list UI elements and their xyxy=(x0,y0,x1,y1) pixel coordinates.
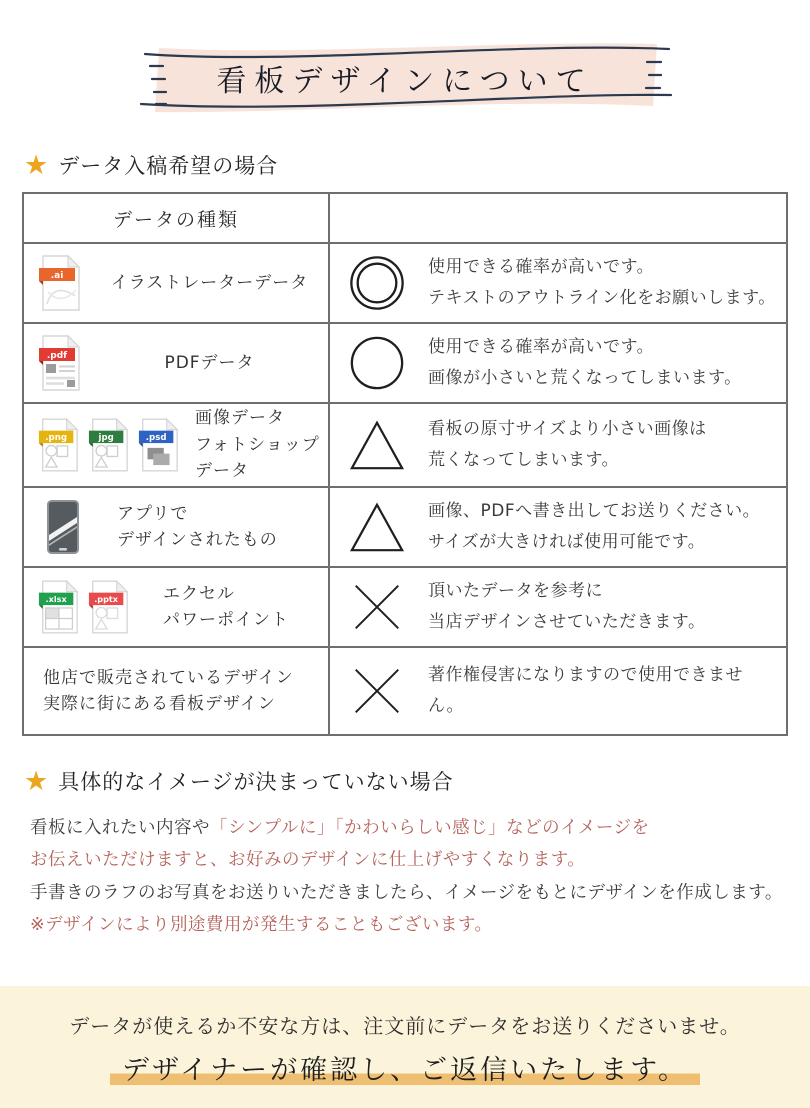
description-line: 看板の原寸サイズより小さい画像は xyxy=(428,419,707,440)
section-heading-no-image xyxy=(24,766,810,796)
double-circle-icon xyxy=(348,254,406,312)
svg-text:.xlsx: .xlsx xyxy=(45,594,67,605)
notes-line-3: 手書きのラフのお写真をお送りいただきましたら、イメージをもとにデザインを作成します。 xyxy=(30,882,783,903)
table-header-row xyxy=(23,193,787,243)
png-file-icon xyxy=(37,417,81,473)
footer-message: データが使えるか不安な方は、注文前にデータをお送りくださいませ。 xyxy=(69,1014,741,1038)
ai-file-icon xyxy=(37,254,83,312)
data-format-table xyxy=(22,192,788,736)
description-line: 画像、PDFへ書き出してお送りください。 xyxy=(428,501,761,522)
header-ribbon-banner xyxy=(135,34,675,120)
table-row xyxy=(23,243,787,323)
table-row xyxy=(23,323,787,403)
description-line: サイズが大きければ使用可能です。 xyxy=(428,532,706,552)
table-row xyxy=(23,403,787,487)
notes-line-4: ※デザインにより別途費用が発生することもございます。 xyxy=(30,915,493,936)
pdf-file-icon xyxy=(37,334,83,392)
table-row xyxy=(23,567,787,647)
footer-highlight-message: デザイナーが確認し、ご返信いたします。 xyxy=(0,1048,810,1087)
description-line: 荒くなってしまいます。 xyxy=(428,450,620,470)
section-title: 具体的なイメージが決まっていない場合 xyxy=(58,770,454,794)
footer-banner xyxy=(0,986,810,1108)
data-type-label: アプリで デザインされたもの xyxy=(117,503,278,550)
description-line: 頂いたデータを参考に xyxy=(428,581,603,602)
star-icon: ★ xyxy=(24,765,50,797)
description-line: 使用できる確率が高いです。 xyxy=(428,257,655,278)
column-header-empty xyxy=(329,193,787,243)
description-line: 画像が小さいと荒くなってしまいます。 xyxy=(428,368,742,388)
description-line: 使用できる確率が高いです。 xyxy=(428,337,655,358)
triangle-icon xyxy=(348,416,406,474)
description-line: 当店デザインさせていただきます。 xyxy=(428,612,706,632)
star-icon: ★ xyxy=(24,149,50,181)
notes-line-1: 看板に入れたい内容や「シンプルに」「かわいらしい感じ」などのイメージを xyxy=(30,818,650,838)
triangle-icon xyxy=(348,498,406,556)
description-line: テキストのアウトライン化をお願いします。 xyxy=(428,288,776,308)
cross-icon xyxy=(348,578,406,636)
psd-file-icon xyxy=(137,417,181,473)
circle-icon xyxy=(348,334,406,392)
svg-text:.pptx: .pptx xyxy=(94,594,119,605)
cross-icon xyxy=(348,662,406,720)
column-header-data-type: データの種類 xyxy=(23,193,329,243)
svg-text:jpg: jpg xyxy=(98,433,114,444)
xlsx-file-icon xyxy=(37,579,81,635)
notes-line-2: お伝えいただけますと、お好みのデザインに仕上げやすくなります。 xyxy=(30,850,586,871)
pptx-file-icon xyxy=(87,579,131,635)
table-row xyxy=(23,487,787,567)
svg-text:.ai: .ai xyxy=(50,271,64,281)
jpg-file-icon xyxy=(87,417,131,473)
data-type-label: 他店で販売されているデザイン 実際に街にある看板デザイン xyxy=(43,667,294,714)
data-type-label: 画像データ フォトショップデータ xyxy=(195,408,320,482)
notes-paragraph xyxy=(30,812,810,942)
data-type-label: イラストレーターデータ xyxy=(110,272,309,293)
table-row xyxy=(23,647,787,735)
page-title: 看板デザインについて xyxy=(216,64,594,99)
section-title: データ入稿希望の場合 xyxy=(58,154,279,178)
description-line: 著作権侵害になりますので使用できません。 xyxy=(428,665,743,716)
data-type-label: エクセル パワーポイント xyxy=(163,583,289,630)
svg-text:.psd: .psd xyxy=(145,433,167,444)
svg-text:.png: .png xyxy=(45,433,67,444)
section-heading-data-submission xyxy=(24,150,810,180)
smartphone-icon xyxy=(43,498,83,556)
data-type-label: PDFデータ xyxy=(164,352,255,373)
svg-text:.pdf: .pdf xyxy=(46,351,68,361)
